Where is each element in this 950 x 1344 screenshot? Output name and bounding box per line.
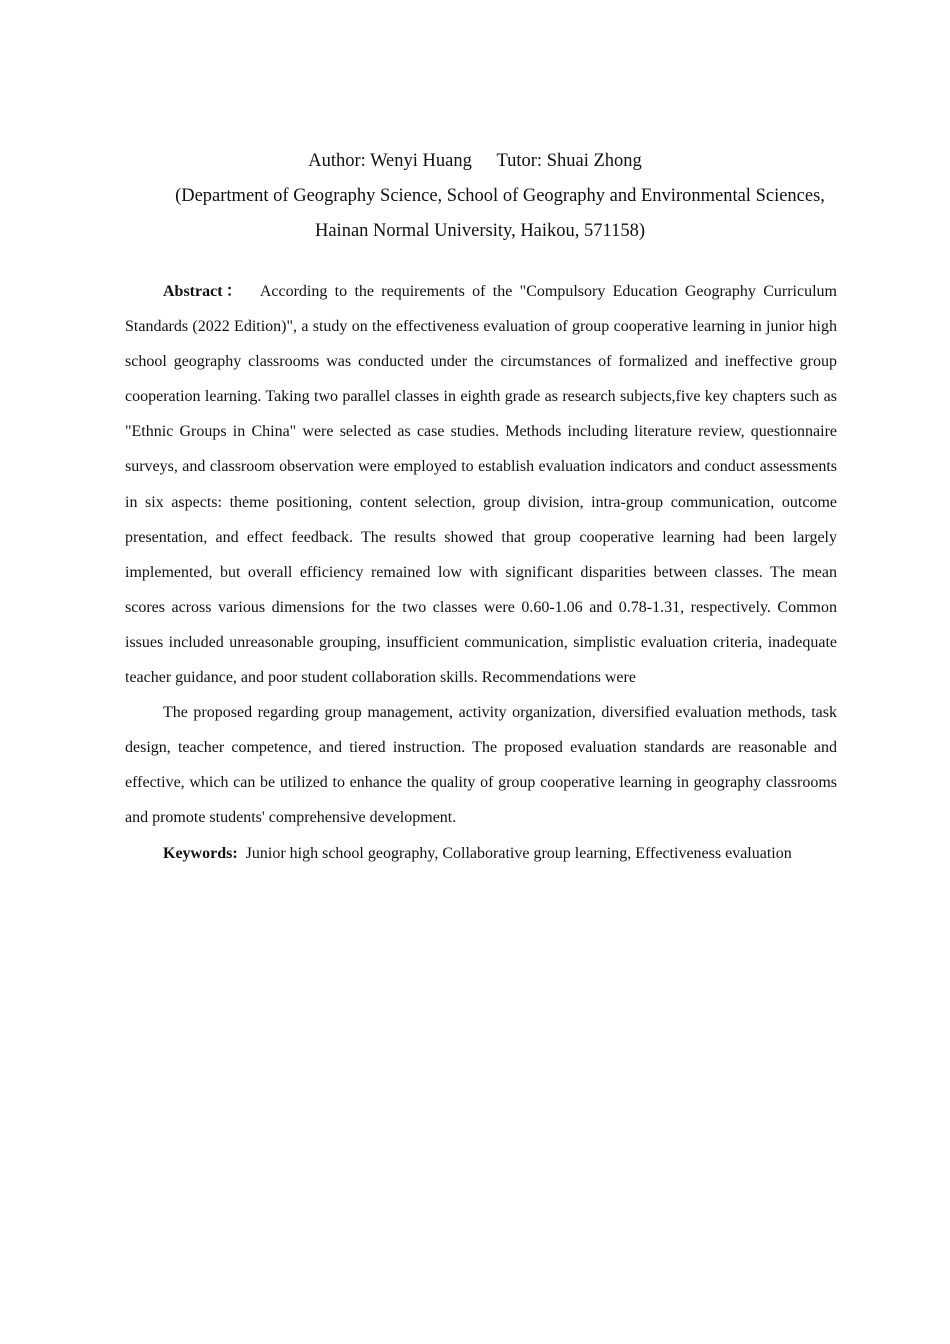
author-name: Author: Wenyi Huang: [308, 151, 472, 171]
tutor-name: Tutor: Shuai Zhong: [496, 151, 642, 171]
keywords-label: Keywords:: [163, 844, 238, 862]
abstract-text-1: According to the requirements of the "Compulsory Education Geography Curriculum Standards (2022 Edition)", a study on the effectiveness evaluation of group cooperative learning in junior high school geography classrooms was conducted under the circumstances of formalized and ineffective group cooperation learning. Taking two parallel classes in eighth grade as research subjects,five key chapters such as "Ethnic Groups in China" were selected as case studies. Methods including literature review, questionnaire surveys, and classroom observation were employed to establish evaluation indicators and conduct assessments in six aspects: theme positioning, content selection, group division, intra-group communication, outcome presentation, and effect feedback. The results showed that group cooperative learning had been largely implemented, but overall efficiency remained low with significant disparities between classes. The mean scores across various dimensions for the two classes were 0.60-1.06 and 0.78-1.31, respectively. Common issues included unreasonable grouping, insufficient communication, simplistic evaluation criteria, inadequate teacher guidance, and poor student collaboration skills. Recommendations were: [125, 283, 837, 687]
keywords-text: Junior high school geography, Collaborative group learning, Effectiveness evaluation: [245, 844, 792, 862]
keywords-paragraph: [125, 836, 837, 871]
abstract-label: Abstract：: [163, 283, 246, 300]
abstract-paragraph-1: [125, 274, 837, 695]
affiliation-line-2: Hainan Normal University, Haikou, 571158): [314, 221, 646, 241]
abstract-paragraph-2: The proposed regarding group management, activity organization, diversified evaluation methods, task design, teacher competence, and tiered instruction. The proposed evaluation standards are reasonable and effective, which can be utilized to enhance the quality of group cooperative learning in geography classrooms and promote students' comprehensive development.: [125, 704, 837, 827]
title-block: [0, 144, 950, 249]
author-line: [0, 144, 950, 179]
abstract-section: [125, 274, 837, 871]
affiliation-line-1: (Department of Geography Science, School of Geography and Environmental Sciences,: [175, 186, 825, 206]
